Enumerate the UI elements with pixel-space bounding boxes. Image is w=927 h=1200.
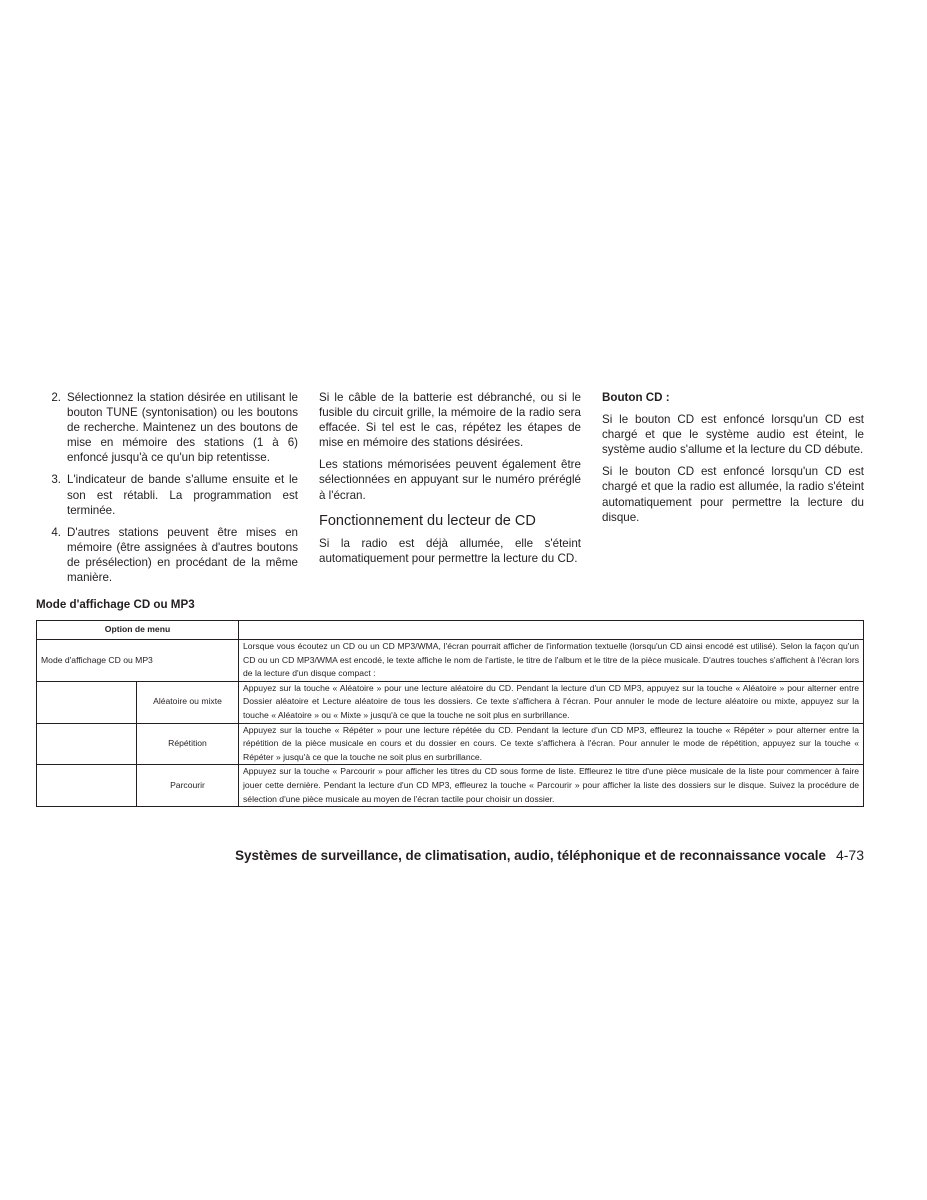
column-2 bbox=[319, 390, 581, 573]
step-text: Sélectionnez la station désirée en utilisant le bouton TUNE (syntonisation) ou les boutons de recherche. Maintenez un des boutons de mise en mémoire des stations (1 à 6) enfoncé jusqu'à ce qu'un bip retentisse. bbox=[67, 391, 298, 465]
step-text: L'indicateur de bande s'allume ensuite et le son est rétabli. La programmation est terminée. bbox=[67, 473, 298, 517]
table-title: Mode d'affichage CD ou MP3 bbox=[36, 598, 195, 611]
row-indent-cell bbox=[37, 681, 137, 723]
step-text: D'autres stations peuvent être mises en mémoire (être assignées à d'autres boutons de présélection) en procédant de la même manière. bbox=[67, 525, 298, 585]
table-row bbox=[37, 765, 864, 807]
column-1 bbox=[36, 390, 298, 592]
table-header-option: Option de menu bbox=[37, 621, 239, 640]
steps-list bbox=[36, 390, 298, 585]
step-number: 2. bbox=[51, 391, 61, 404]
battery-paragraph: Si le câble de la batterie est débranché, ou si le fusible du circuit grille, la mémoire de la radio sera effacée. Si tel est le cas, répétez les étapes de mise en mémoire des stations désirées. bbox=[319, 391, 581, 450]
row-indent-cell bbox=[37, 765, 137, 807]
table-header-row bbox=[37, 621, 864, 640]
table-header-blank bbox=[239, 621, 864, 640]
menu-options-table bbox=[36, 620, 864, 807]
page-number: 4-73 bbox=[835, 847, 864, 863]
page-footer bbox=[0, 847, 864, 863]
table-row bbox=[37, 681, 864, 723]
step-number: 4. bbox=[51, 525, 61, 539]
row-description: Lorsque vous écoutez un CD ou un CD MP3/WMA, l'écran pourrait afficher de l'information textuelle (lorsqu'un CD ainsi encodé est utilisé). Selon la façon qu'un CD ou un CD MP3/WMA est encodé, le texte affiche le nom de l'artiste, le titre de l'album et le titre de la pièce musicale. D'autres touches s'affichent à l'écran lors de la lecture d'un disque compact : bbox=[239, 640, 864, 682]
row-label: Répétition bbox=[137, 723, 239, 765]
cd-button-paragraph-1: Si le bouton CD est enfoncé lorsqu'un CD est chargé et que le système audio est éteint, le système audio s'allume et la lecture du CD débute. bbox=[602, 413, 864, 457]
step-3 bbox=[36, 472, 298, 517]
row-label: Aléatoire ou mixte bbox=[137, 681, 239, 723]
table-row bbox=[37, 640, 864, 682]
row-indent-cell bbox=[37, 723, 137, 765]
step-2 bbox=[36, 390, 298, 465]
cd-button-heading: Bouton CD : bbox=[602, 391, 670, 404]
step-number: 3. bbox=[51, 473, 61, 487]
row-description: Appuyez sur la touche « Aléatoire » pour une lecture aléatoire du CD. Pendant la lecture d'un CD MP3, appuyez sur la touche « Aléatoire » pour alterner entre Dossier aléatoire et Lecture aléatoire de tous les dossiers. Ce texte s'affichera à l'écran. Pour annuler le mode de lecture aléatoire ou mixte, appuyez sur la touche « Aléatoire » ou « Mixte » jusqu'à ce que la touche ne soit plus en surbrillance. bbox=[239, 681, 864, 723]
column-3 bbox=[602, 390, 864, 532]
cd-player-paragraph: Si la radio est déjà allumée, elle s'éteint automatiquement pour permettre la lecture du CD. bbox=[319, 536, 581, 565]
row-label: Mode d'affichage CD ou MP3 bbox=[37, 640, 239, 682]
row-description: Appuyez sur la touche « Répéter » pour une lecture répétée du CD. Pendant la lecture d'un CD MP3, effleurez la touche « Répéter » pour alterner entre la répétition de la pièce musicale en cours et du dossier en cours. Ce texte s'affichera à l'écran. Pour annuler le mode de répétition, appuyez sur la touche « Répéter » jusqu'à ce que la touche ne soit plus en surbrillance. bbox=[239, 723, 864, 765]
preset-paragraph: Les stations mémorisées peuvent également être sélectionnées en appuyant sur le numéro préréglé à l'écran. bbox=[319, 458, 581, 502]
row-label: Parcourir bbox=[137, 765, 239, 807]
cd-button-paragraph-2: Si le bouton CD est enfoncé lorsqu'un CD est chargé et que la radio est allumée, la radio s'éteint automatiquement pour permettre la lecture du disque. bbox=[602, 465, 864, 524]
row-description: Appuyez sur la touche « Parcourir » pour afficher les titres du CD sous forme de liste. Effleurez le titre d'une pièce musicale de la liste pour commencer à faire jouer cette dernière. Pendant la lecture d'un CD MP3, effleurez la touche « Parcourir » pour afficher la liste des dossiers sur le disque. Suivez la procédure de sélection d'une pièce musicale au moyen de l'écran tactile pour choisir un dossier. bbox=[239, 765, 864, 807]
step-4 bbox=[36, 525, 298, 585]
table-row bbox=[37, 723, 864, 765]
chapter-title: Systèmes de surveillance, de climatisation, audio, téléphonique et de reconnaissance vocale bbox=[235, 848, 826, 863]
cd-player-heading: Fonctionnement du lecteur de CD bbox=[319, 512, 536, 529]
